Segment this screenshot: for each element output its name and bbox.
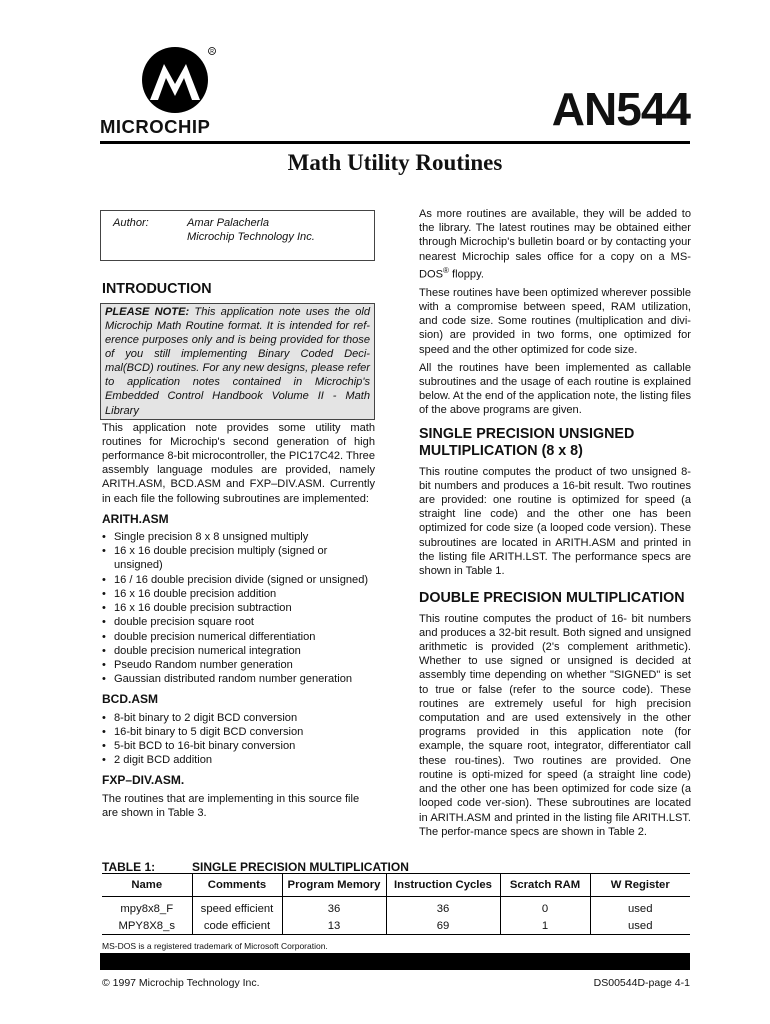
list-item: • 5-bit BCD to 16-bit binary conversion [102, 739, 375, 753]
table-caption [102, 860, 409, 874]
table-cell: code efficient [192, 917, 282, 935]
table-row [102, 897, 690, 918]
left-column [102, 210, 375, 820]
list-item: • 8-bit binary to 2 digit BCD conversion [102, 711, 375, 725]
doc-number: AN544 [551, 83, 690, 135]
intro-heading: INTRODUCTION [102, 281, 212, 298]
header-rule [100, 141, 690, 144]
logo-text: MICROCHIP [100, 116, 211, 137]
author-company: Microchip Technology Inc. [187, 231, 315, 244]
list-item: • double precision square root [102, 615, 375, 629]
single-precision-heading: SINGLE PRECISION UNSIGNED MULTIPLICATION (8 x 8) [419, 425, 635, 460]
note-box [100, 303, 375, 420]
note-text: This application note uses the old Microchip Math Routine format. It is intended for ref-erence purposes only and is being provided for those of you still implementing Binary Coded Deci-mal(BCD) routines. For any new designs, please refer to application notes contained in Microchip's Embedded Control Handbook Volume II - Math Library [105, 305, 371, 417]
list-item: • 16 / 16 double precision divide (signed or unsigned) [102, 573, 375, 587]
table-cell: 13 [282, 917, 386, 935]
bcd-heading: BCD.ASM [102, 692, 158, 707]
table-number: TABLE 1: [102, 860, 156, 874]
list-item: • 16 x 16 double precision subtraction [102, 601, 375, 615]
column-header: Name [102, 874, 192, 897]
table-cell: used [590, 917, 690, 935]
table-cell: 69 [386, 917, 500, 935]
column-header: W Register [590, 874, 690, 897]
paragraph-routines-availability: As more routines are available, they will be added to the library. The latest routines may be obtained either through Microchip's bulletin board or by contacting your nearest Microchip sales office for a copy on a MS-DOS® floppy. [419, 208, 691, 281]
list-item: • 16-bit binary to 5 digit BCD conversion [102, 725, 375, 739]
list-item: • Pseudo Random number generation [102, 658, 375, 672]
column-header: Comments [192, 874, 282, 897]
table-cell: speed efficient [192, 897, 282, 918]
table-header-row [102, 874, 690, 897]
column-header: Program Memory [282, 874, 386, 897]
bcd-list [102, 711, 375, 768]
list-item: • Single precision 8 x 8 unsigned multiply [102, 530, 375, 544]
copyright: © 1997 Microchip Technology Inc. [102, 977, 260, 989]
page-title: Math Utility Routines [287, 150, 503, 175]
right-column [419, 207, 691, 839]
list-item: • double precision numerical differentiation [102, 630, 375, 644]
footer-bar [100, 953, 690, 970]
table-cell: 0 [500, 897, 590, 918]
table-cell: 36 [282, 897, 386, 918]
list-item: • Gaussian distributed random number generation [102, 672, 375, 686]
trademark-note: MS-DOS is a registered trademark of Microsoft Corporation. [102, 941, 328, 951]
list-item: • 16 x 16 double precision multiply (signed or unsigned) [102, 544, 375, 572]
fxp-paragraph: The routines that are implementing in this source file are shown in Table 3. [102, 792, 360, 819]
intro-paragraph: This application note provides some utility math routines for Microchip's second generation of high performance 8-bit microcontroller, the PIC17C42. Three assembly language modules are provided, namely ARITH.ASM, BCD.ASM and FXP–DIV.ASM. Currently in each file the following subroutines are implemented: [102, 421, 375, 505]
list-item: • double precision numerical integration [102, 644, 375, 658]
arith-list [102, 530, 375, 686]
table-title: SINGLE PRECISION MULTIPLICATION [192, 860, 409, 874]
note-label: PLEASE NOTE: [105, 305, 190, 318]
fxp-heading: FXP–DIV.ASM. [102, 773, 185, 788]
arith-heading: ARITH.ASM [102, 511, 169, 526]
double-precision-heading: DOUBLE PRECISION MULTIPLICATION [419, 590, 685, 607]
paragraph-optimization: These routines have been optimized wherever possible with a compromise between speed, RAM utilization, and code size. Some routines (multiplication and divi-sion) are provided in two forms, one optimized for speed and the other optimized for code size. [419, 286, 691, 356]
table-cell: used [590, 897, 690, 918]
list-item: • 16 x 16 double precision addition [102, 587, 375, 601]
author-label: Author: [113, 217, 149, 229]
table-row [102, 917, 690, 935]
svg-text:R: R [210, 49, 214, 55]
table-cell: MPY8X8_s [118, 919, 175, 932]
paragraph-callable: All the routines have been implemented as callable subroutines and the usage of each routine is explained below. At the end of the application note, the listing files of the above programs are given. [419, 361, 691, 417]
table-cell: mpy8x8_F [120, 902, 174, 915]
single-precision-paragraph: This routine computes the product of two unsigned 8-bit numbers and produces a 16-bit result. Two routines are provided: one routine is optimized for speed (a straight line code) and the other one has been optimized for code size (a looped code version). These subroutines are located in ARITH.ASM and printed in the listing file ARITH.LST. The performance specs are shown in Table 1. [419, 465, 691, 577]
page-number: DS00544D-page 4-1 [593, 977, 690, 989]
author-box [100, 210, 375, 261]
list-item: • 2 digit BCD addition [102, 753, 375, 767]
table-cell: 36 [386, 897, 500, 918]
performance-table [102, 873, 690, 935]
author-name: Amar Palacherla [187, 217, 270, 229]
table-cell: 1 [500, 917, 590, 935]
registered-mark: ® [443, 265, 449, 275]
double-precision-paragraph: This routine computes the product of 16- bit numbers and produces a 32-bit result. Both signed and unsigned arithmetic is provided (2's complement arithmetic). Whether to use signed or unsigned is decided at assembly time depending on whether "SIGNED" is set to true or false (refer to the source code). These routines are extremely useful for high precision computation and are used extensively in the other programs provided in this application note (for example, the square root, integrator, differentiator call these rou-tines). Two routines are provided. One routine is opti-mized for speed (a straight line code) and the other one has been optimized for code size (a looped code ver-sion). These subroutines are located in ARITH.ASM and printed in the listing file ARITH.LST. The perfor-mance specs are shown in Table 2. [419, 612, 691, 838]
column-header: Instruction Cycles [386, 874, 500, 897]
column-header: Scratch RAM [500, 874, 590, 897]
